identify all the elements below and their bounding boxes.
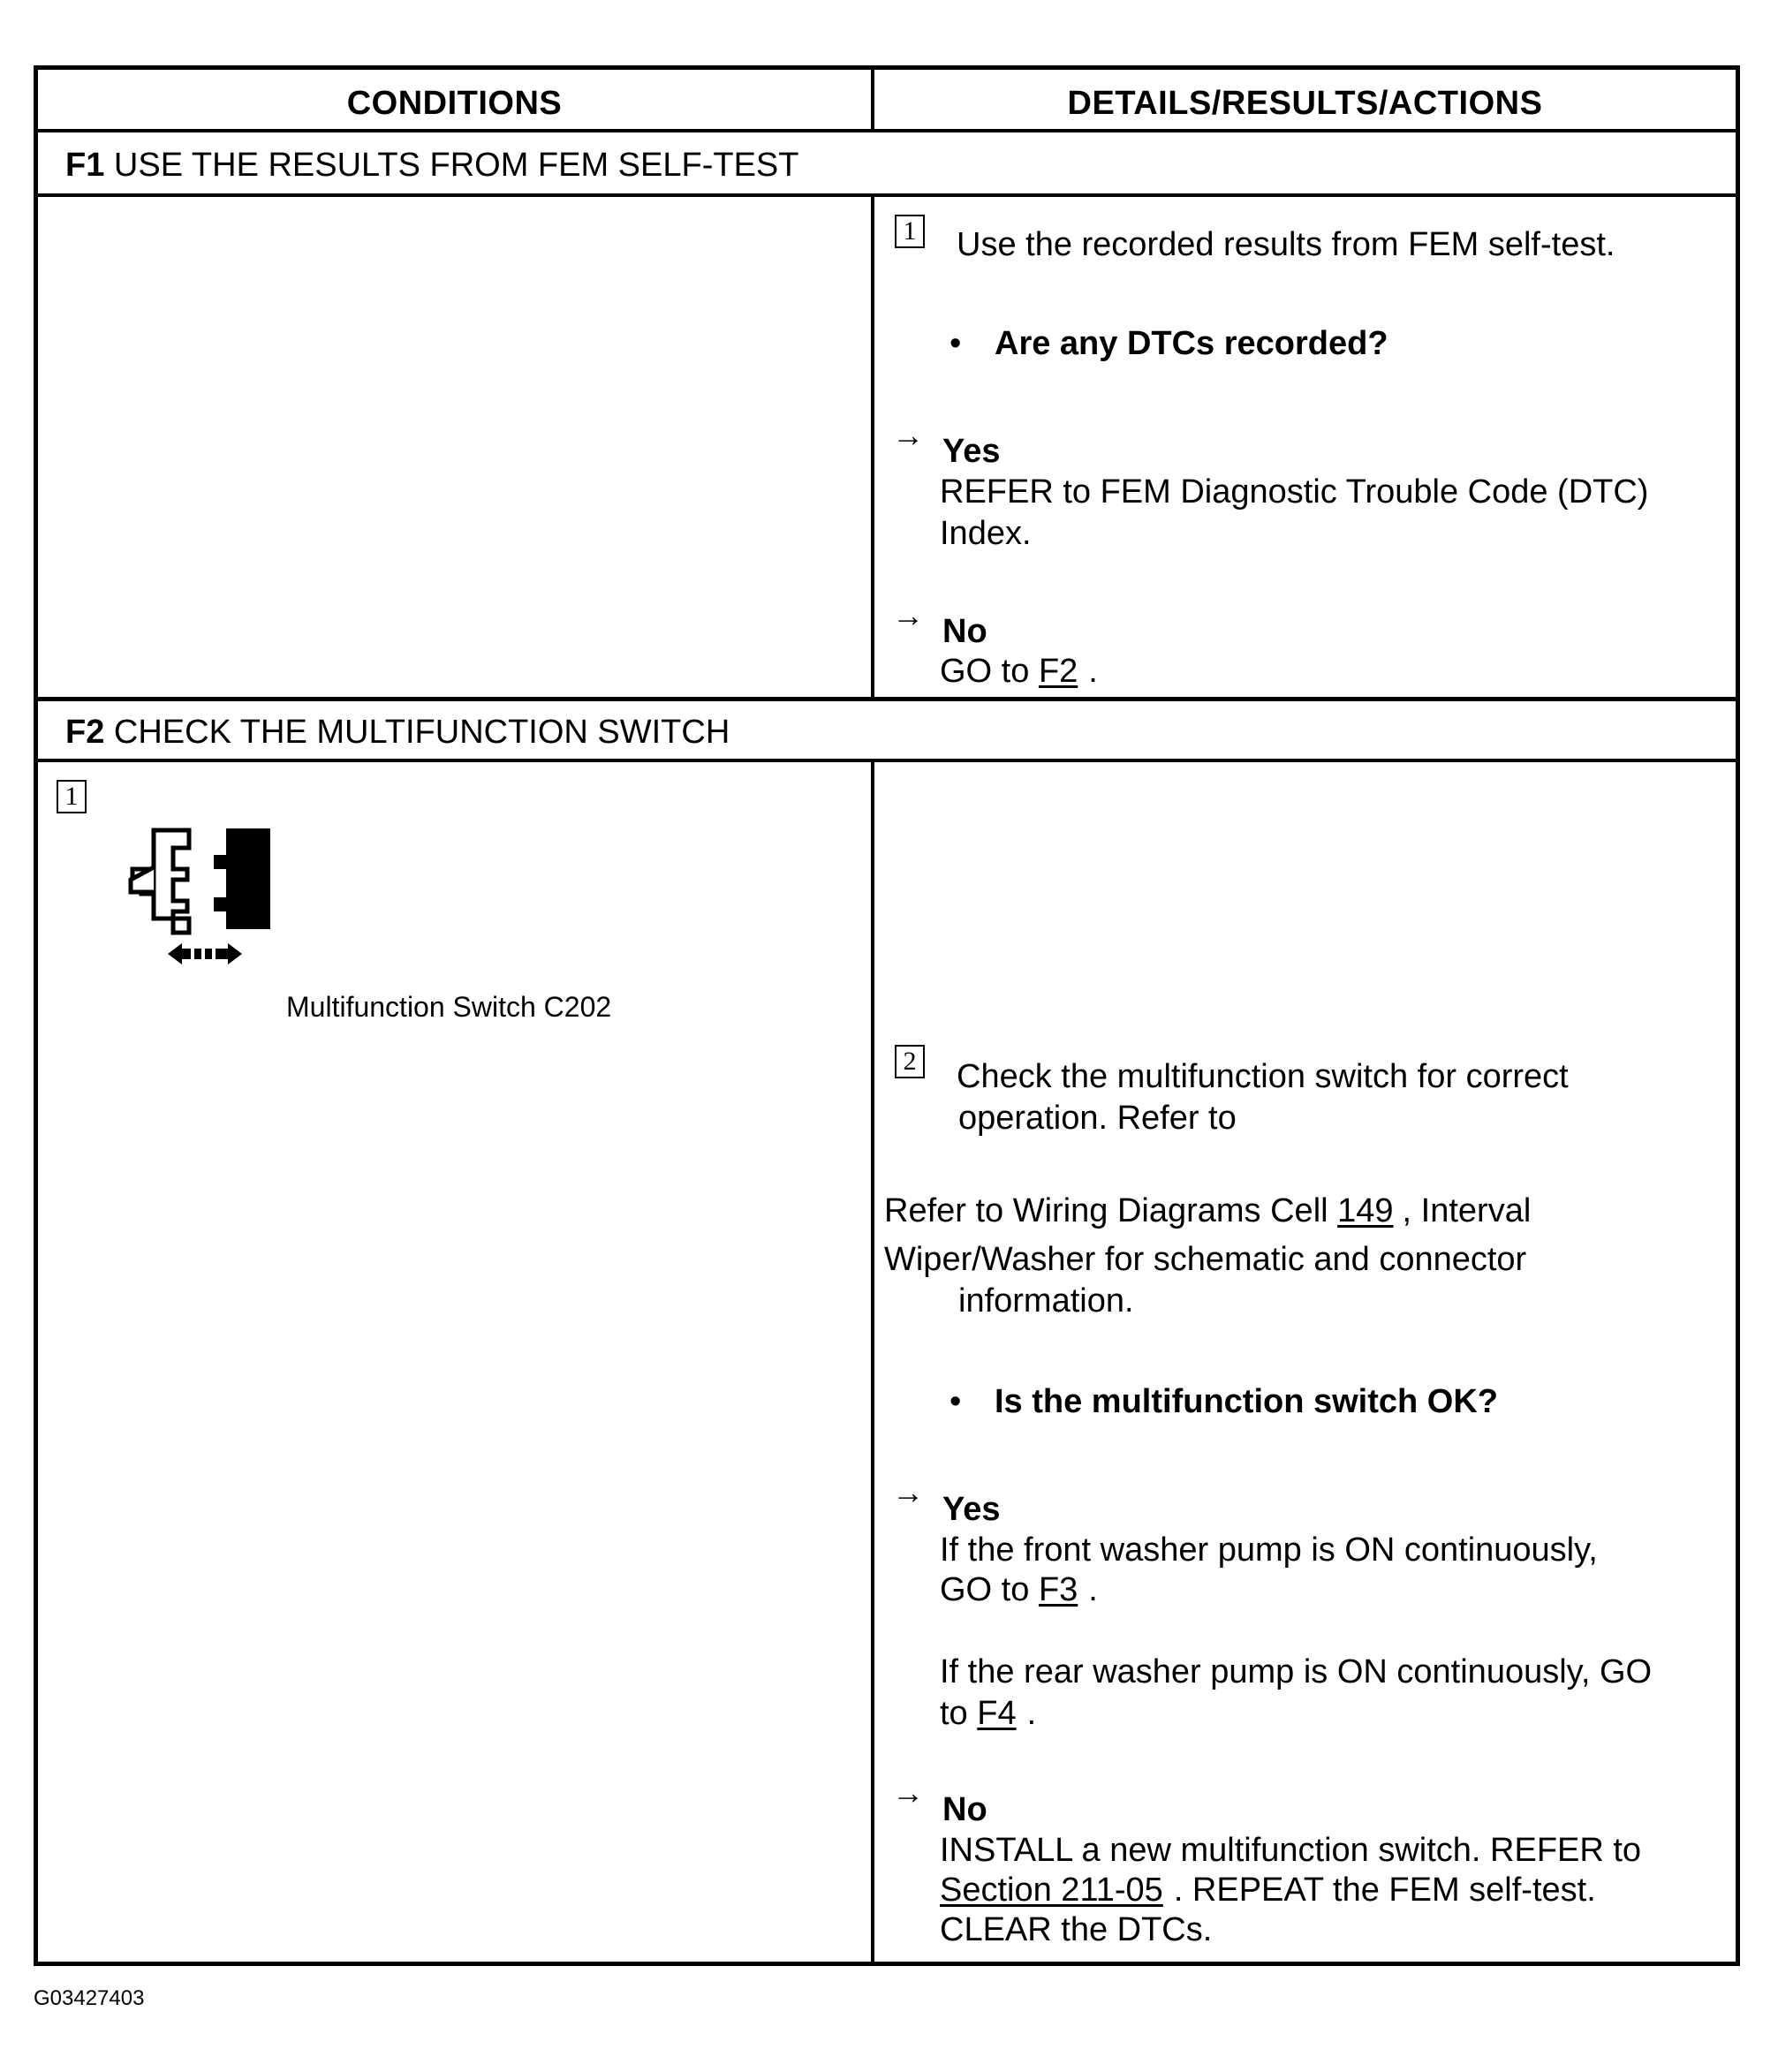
f2-yes-front-1: If the front washer pump is ON continuously, <box>940 1531 1598 1569</box>
f1-no-label: No <box>942 613 987 650</box>
f2-yes-rear-2 <box>940 1693 1036 1734</box>
f2-no-text-2-suffix: . REPEAT the FEM self-test. <box>1173 1872 1596 1909</box>
rule-below-header <box>34 129 1740 132</box>
f2-no-arrow-icon: → <box>892 1774 924 1811</box>
f2-wiring-line-2: Wiper/Washer for schematic and connector <box>884 1241 1527 1278</box>
rule-below-f2-title <box>34 759 1740 762</box>
header-conditions: CONDITIONS <box>346 85 563 122</box>
f1-no-arrow-icon: → <box>892 597 924 633</box>
f2-yes-rear-link[interactable]: F4 <box>977 1695 1017 1732</box>
f2-yes-front-2 <box>940 1569 1098 1610</box>
f2-step-text-2: operation. Refer to <box>958 1100 1237 1137</box>
f2-wiring-suffix: , Interval <box>1402 1192 1532 1229</box>
f2-step-box: 2 <box>895 1045 925 1078</box>
f2-yes-arrow-icon: → <box>892 1474 924 1510</box>
rule-below-f1-body <box>34 697 1740 701</box>
f2-yes-rear-suffix: . <box>1026 1695 1037 1732</box>
f2-yes-rear-prefix: to <box>940 1695 968 1732</box>
f1-title <box>65 145 799 185</box>
f2-wiring-link[interactable]: 149 <box>1337 1192 1394 1229</box>
header-details: DETAILS/RESULTS/ACTIONS <box>1067 85 1543 122</box>
f2-wiring-line-3: information. <box>958 1282 1134 1320</box>
f2-wiring-line-1 <box>884 1191 1531 1231</box>
f2-yes-label: Yes <box>942 1491 1001 1528</box>
f2-yes-front-link[interactable]: F3 <box>1038 1571 1078 1608</box>
f1-yes-label: Yes <box>942 433 1001 470</box>
f2-no-text-2 <box>940 1870 1596 1910</box>
f1-code: F1 <box>65 147 105 184</box>
connector-caption: Multifunction Switch C202 <box>286 991 612 1023</box>
f2-yes-front-prefix: GO to <box>940 1571 1030 1608</box>
f2-code: F2 <box>65 714 105 751</box>
f2-question: Is the multifunction switch OK? <box>995 1383 1498 1420</box>
f1-no-text <box>940 651 1098 692</box>
f2-wiring-prefix: Refer to Wiring Diagrams Cell <box>884 1192 1328 1229</box>
table-border-left <box>34 65 38 1966</box>
f2-title-text: CHECK THE MULTIFUNCTION SWITCH <box>113 714 730 751</box>
f1-no-prefix: GO to <box>940 653 1030 690</box>
f2-no-link[interactable]: Section 211-05 <box>940 1872 1163 1909</box>
column-divider-f1 <box>871 193 874 701</box>
f2-no-text-3: CLEAR the DTCs. <box>940 1911 1213 1948</box>
f1-yes-arrow-icon: → <box>892 417 924 453</box>
f2-question-bullet: • <box>950 1383 962 1420</box>
f1-step-text: Use the recorded results from FEM self-test. <box>957 226 1615 263</box>
f1-question: Are any DTCs recorded? <box>995 325 1388 362</box>
column-divider-f2 <box>871 759 874 1966</box>
f1-no-link[interactable]: F2 <box>1038 653 1078 690</box>
f2-condition-step-box: 1 <box>57 780 87 813</box>
f2-yes-front-suffix: . <box>1088 1571 1098 1608</box>
f1-step-box: 1 <box>895 215 925 248</box>
f2-yes-rear-1: If the rear washer pump is ON continuously, GO <box>940 1653 1653 1690</box>
f2-no-text-1: INSTALL a new multifunction switch. REFER to <box>940 1832 1642 1869</box>
table-border-top <box>34 65 1740 70</box>
connector-icon <box>124 823 283 972</box>
table-border-bottom <box>34 1962 1740 1966</box>
f2-title <box>65 712 730 752</box>
f2-no-label: No <box>942 1791 987 1828</box>
rule-below-f1-title <box>34 193 1740 197</box>
f1-no-suffix: . <box>1088 653 1098 690</box>
f2-step-text-1: Check the multifunction switch for correct <box>957 1058 1569 1095</box>
table-border-right <box>1736 65 1740 1966</box>
figure-id: G03427403 <box>34 1986 145 2010</box>
f1-question-bullet: • <box>950 325 962 362</box>
f1-title-text: USE THE RESULTS FROM FEM SELF-TEST <box>113 147 799 184</box>
f1-yes-text-2: Index. <box>940 515 1032 552</box>
f1-yes-text-1: REFER to FEM Diagnostic Trouble Code (DTC) <box>940 473 1649 510</box>
